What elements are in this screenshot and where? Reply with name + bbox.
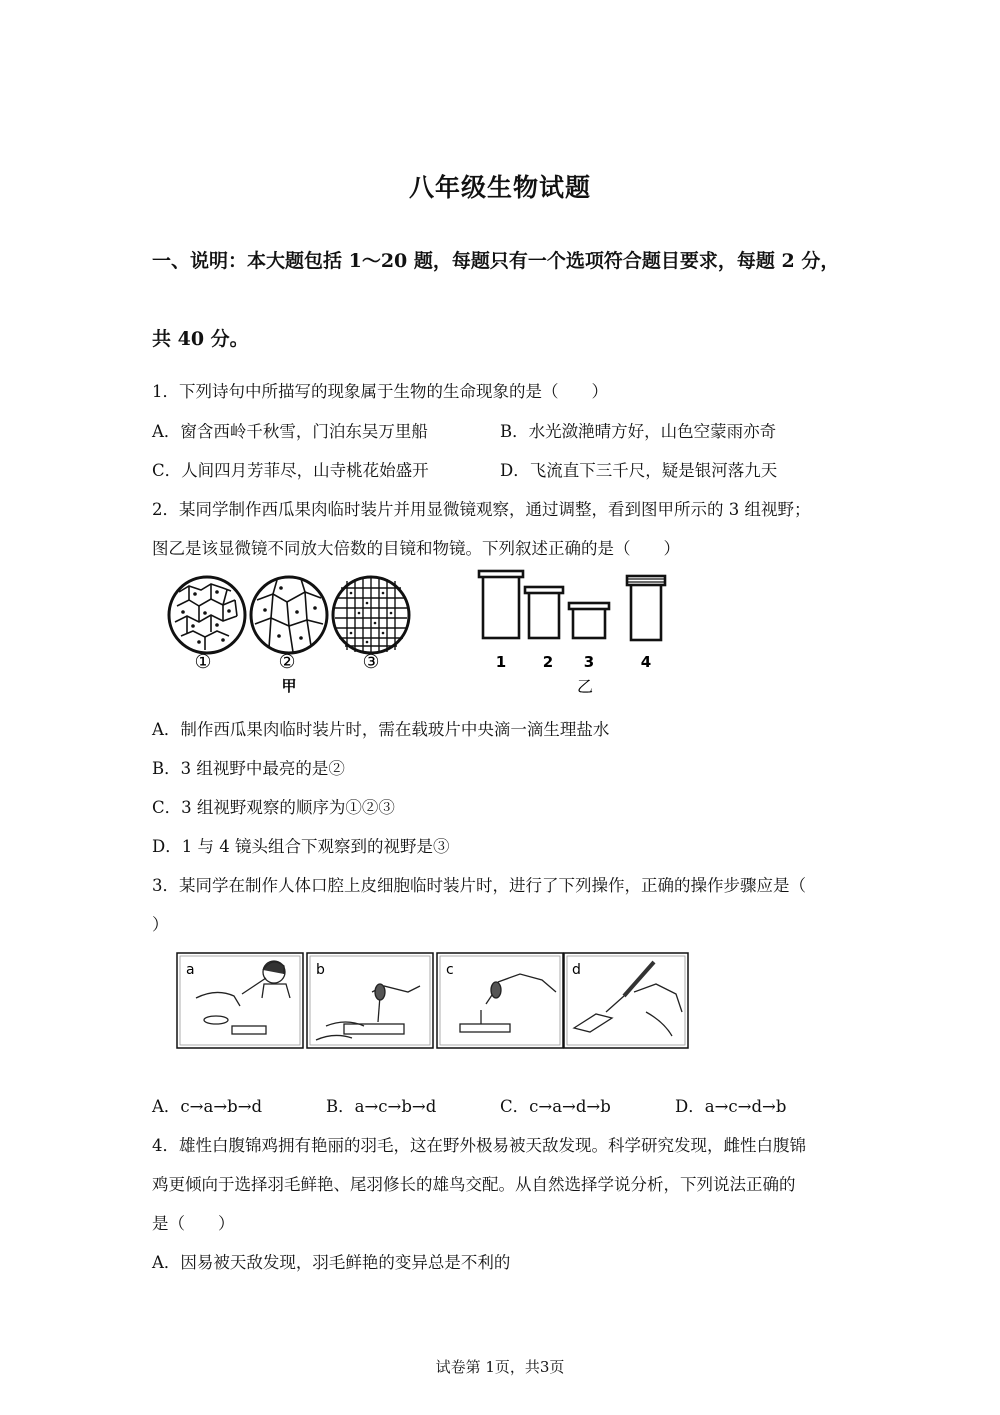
step-label-a: a bbox=[186, 962, 195, 978]
step-panel-b bbox=[307, 953, 433, 1048]
lens-3 bbox=[573, 608, 605, 638]
q4-option-a: A．因易被天敌发现，羽毛鲜艳的变异总是不利的 bbox=[152, 1253, 511, 1272]
lens-4-threads bbox=[627, 576, 665, 585]
q1-option-c: C．人间四月芳菲尽，山寺桃花始盛开 bbox=[152, 461, 429, 480]
q2-option-d: D．1 与 4 镜头组合下观察到的视野是③ bbox=[152, 837, 450, 856]
q1-option-d: D．飞流直下三千尺，疑是银河落九天 bbox=[500, 461, 778, 480]
q4-stem-line3: 是（ ） bbox=[152, 1214, 235, 1233]
step-label-d: d bbox=[572, 962, 581, 978]
q3-option-c: C．c→a→d→b bbox=[500, 1097, 611, 1116]
step-label-c: c bbox=[446, 962, 454, 978]
q3-option-b: B．a→c→b→d bbox=[326, 1097, 437, 1116]
q3-stem-line2: ） bbox=[152, 915, 169, 934]
lens-label-2: 2 bbox=[542, 653, 554, 671]
field-label-2: ② bbox=[278, 651, 296, 673]
lens-2-rim bbox=[525, 587, 563, 593]
figure-caption-jia: 甲 bbox=[281, 677, 297, 695]
section-instruction-line2: 共 40 分。 bbox=[152, 328, 249, 350]
page-footer: 试卷第 1页，共3页 bbox=[435, 1358, 565, 1376]
lens-label-3: 3 bbox=[583, 653, 595, 671]
step-panel-d bbox=[564, 953, 688, 1048]
q3-figure bbox=[176, 952, 690, 1050]
q1-option-b: B．水光潋滟晴方好，山色空蒙雨亦奇 bbox=[500, 422, 777, 441]
q2-figure bbox=[165, 566, 685, 698]
q3-option-d: D．a→c→d→b bbox=[675, 1097, 787, 1116]
q4-stem-line1: 4．雄性白腹锦鸡拥有艳丽的羽毛，这在野外极易被天敌发现。科学研究发现，雌性白腹锦 bbox=[152, 1136, 806, 1155]
field-label-1: ① bbox=[194, 651, 212, 673]
field-of-view-2 bbox=[251, 577, 327, 653]
page-title: 八年级生物试题 bbox=[408, 173, 591, 202]
q2-option-b: B．3 组视野中最亮的是② bbox=[152, 759, 345, 778]
step-panel-c bbox=[437, 953, 563, 1048]
figure-caption-yi: 乙 bbox=[576, 677, 594, 696]
q2-stem-line2: 图乙是该显微镜不同放大倍数的目镜和物镜。下列叙述正确的是（ ） bbox=[152, 539, 680, 558]
q1-stem: 1．下列诗句中所描写的现象属于生物的生命现象的是（ ） bbox=[152, 382, 608, 401]
step-label-b: b bbox=[316, 962, 325, 978]
lens-2 bbox=[529, 592, 559, 638]
field-of-view-1 bbox=[169, 577, 245, 653]
q3-stem-line1: 3．某同学在制作人体口腔上皮细胞临时装片时，进行了下列操作，正确的操作步骤应是（ bbox=[152, 876, 806, 895]
lens-label-1: 1 bbox=[495, 653, 507, 671]
lens-label-4: 4 bbox=[640, 653, 652, 671]
step-panel-a bbox=[177, 953, 303, 1048]
q4-stem-line2: 鸡更倾向于选择羽毛鲜艳、尾羽修长的雄鸟交配。从自然选择学说分析，下列说法正确的 bbox=[152, 1175, 796, 1194]
q2-option-a: A．制作西瓜果肉临时装片时，需在载玻片中央滴一滴生理盐水 bbox=[152, 720, 610, 739]
q2-option-c: C．3 组视野观察的顺序为①②③ bbox=[152, 798, 395, 817]
lens-group bbox=[479, 571, 665, 640]
field-label-3: ③ bbox=[362, 651, 380, 673]
q2-stem-line1: 2．某同学制作西瓜果肉临时装片并用显微镜观察，通过调整，看到图甲所示的 3 组视野； bbox=[152, 500, 811, 519]
section-instruction-line1: 一、说明：本大题包括 1～20 题，每题只有一个选项符合题目要求，每题 2 分， bbox=[152, 250, 840, 272]
q1-option-a: A．窗含西岭千秋雪，门泊东吴万里船 bbox=[152, 422, 428, 441]
q3-option-a: A．c→a→b→d bbox=[152, 1097, 263, 1116]
lens-3-rim bbox=[569, 603, 609, 609]
lens-1 bbox=[483, 576, 519, 638]
field-of-view-3 bbox=[333, 577, 409, 653]
lens-1-rim bbox=[479, 571, 523, 577]
lens-4 bbox=[631, 584, 661, 640]
